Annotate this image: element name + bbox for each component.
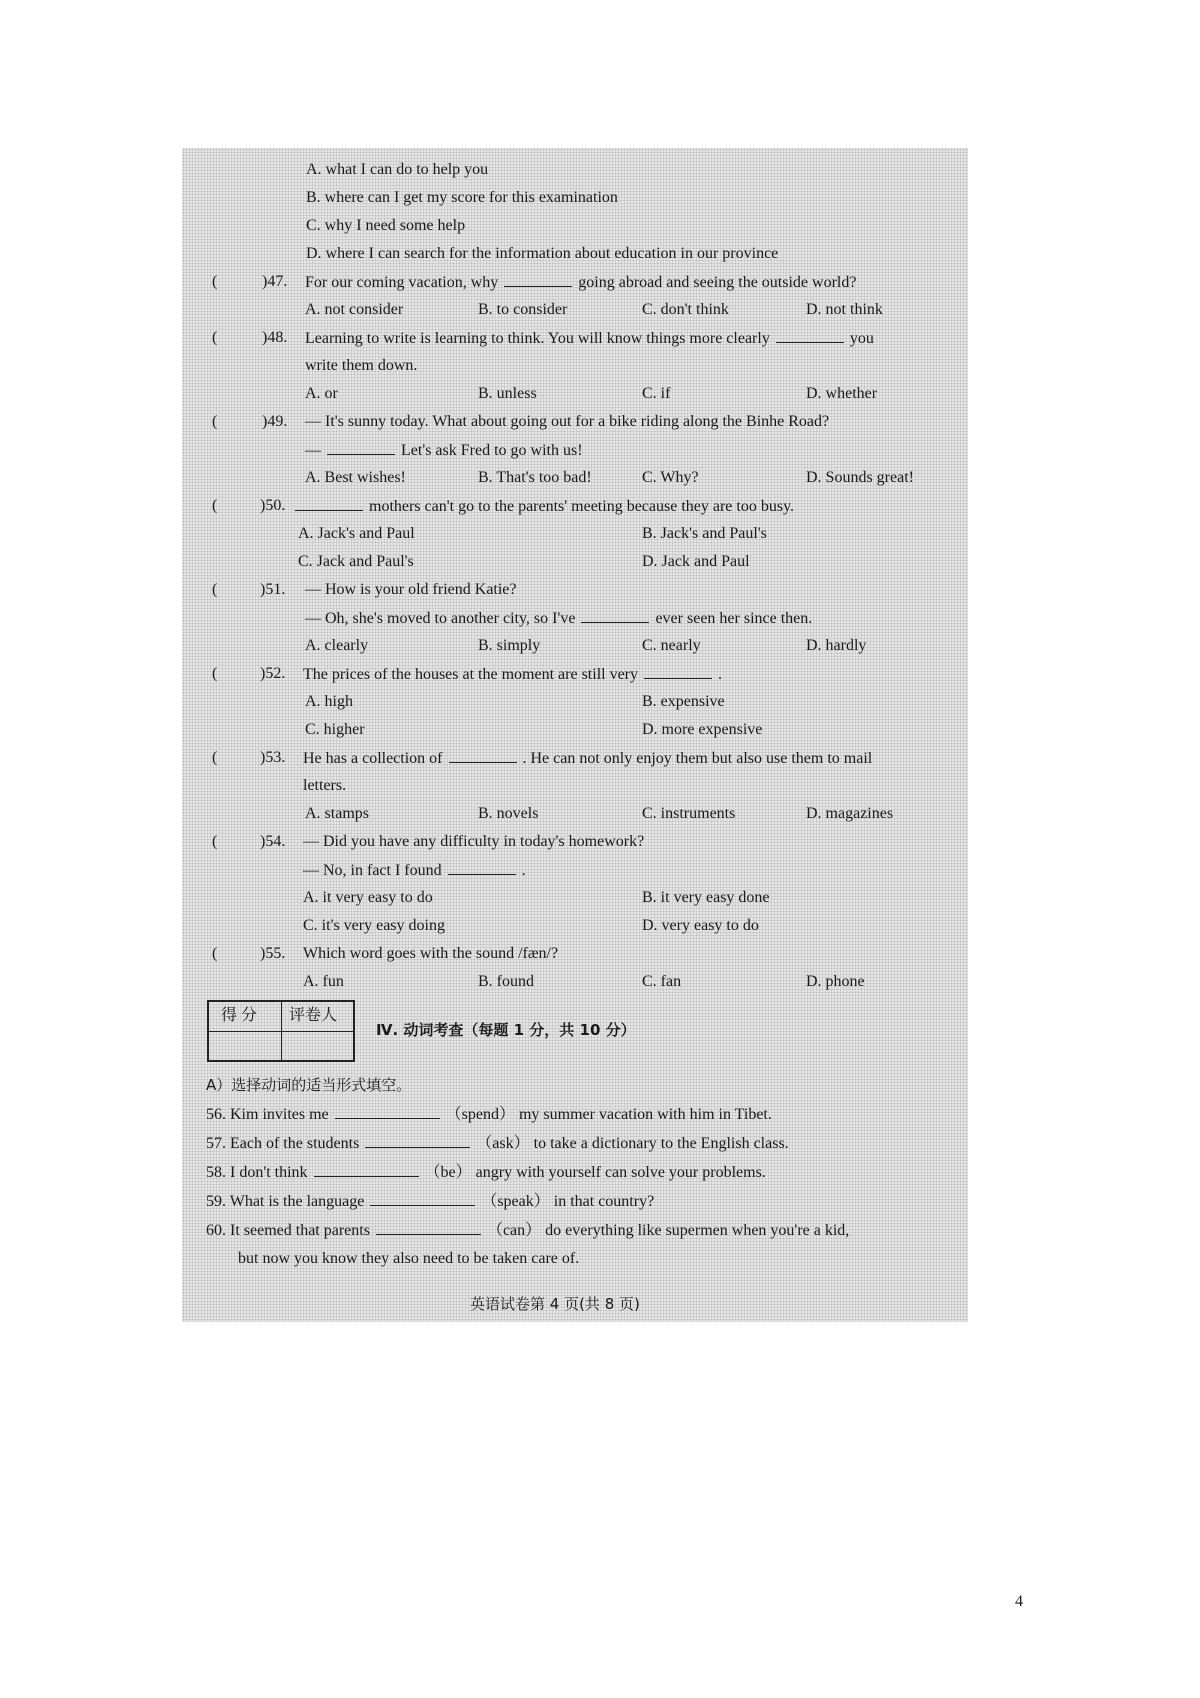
q47-stem-post: going abroad and seeing the outside world? (578, 274, 857, 291)
q53-option-d: D. magazines (806, 805, 894, 822)
q52-stem-post: . (718, 666, 723, 683)
q48-blank[interactable] (776, 328, 844, 343)
q59-pre: 59. What is the language (206, 1193, 365, 1210)
q50-stem (295, 496, 794, 517)
q55-option-a: A. fun (303, 973, 344, 990)
q50-paren: ( (212, 497, 218, 514)
score-label: 得 分 (221, 1007, 258, 1024)
q54-stem-line1: — Did you have any difficulty in today's homework? (303, 833, 645, 850)
q54-stem-pre: — No, in fact I found (303, 862, 442, 879)
score-table (207, 1000, 355, 1062)
q46-option-b: B. where can I get my score for this examination (306, 189, 618, 206)
q48-paren: ( (212, 329, 218, 346)
q51-option-a: A. clearly (305, 637, 369, 654)
q52-option-b: B. expensive (642, 693, 725, 710)
q50-option-b: B. Jack's and Paul's (642, 525, 767, 542)
q53-number: )53. (260, 749, 286, 766)
q55-paren: ( (212, 945, 218, 962)
q58-post: （be） angry with yourself can solve your problems. (424, 1164, 766, 1181)
q49-option-a: A. Best wishes! (305, 469, 406, 486)
q54-stem-line2 (303, 860, 526, 881)
page-number: 4 (1015, 1593, 1023, 1610)
q56-post: （spend） my summer vacation with him in Tibet. (445, 1106, 772, 1123)
q55-stem: Which word goes with the sound /fæn/? (303, 945, 559, 962)
q54-number: )54. (260, 833, 286, 850)
q48-option-c: C. if (642, 385, 671, 402)
q53-blank[interactable] (449, 748, 517, 763)
q59 (206, 1191, 654, 1212)
q48-number: )48. (262, 329, 288, 346)
q53-option-c: C. instruments (642, 805, 736, 822)
q52-option-a: A. high (305, 693, 353, 710)
q50-blank[interactable] (295, 496, 363, 511)
q59-blank[interactable] (370, 1191, 475, 1206)
q48-stem-pre: Learning to write is learning to think. You will know things more clearly (305, 330, 770, 347)
q51-stem-pre: — Oh, she's moved to another city, so I've (305, 610, 576, 627)
q56-blank[interactable] (335, 1104, 440, 1119)
q60-pre: 60. It seemed that parents (206, 1222, 370, 1239)
q57 (206, 1133, 789, 1154)
q53-stem-post: . He can not only enjoy them but also use them to mail (522, 750, 873, 767)
q54-option-c: C. it's very easy doing (303, 917, 445, 934)
q52-stem-pre: The prices of the houses at the moment are still very (303, 666, 639, 683)
q54-option-b: B. it very easy done (642, 889, 770, 906)
q49-stem-line2 (305, 440, 583, 461)
q46-option-d: D. where I can search for the information about education in our province (306, 245, 779, 262)
q58 (206, 1162, 766, 1183)
q47-stem-pre: For our coming vacation, why (305, 274, 499, 291)
q52-option-d: D. more expensive (642, 721, 763, 738)
q47-option-b: B. to consider (478, 301, 568, 318)
q53-paren: ( (212, 749, 218, 766)
q60 (206, 1220, 849, 1241)
q55-option-b: B. found (478, 973, 534, 990)
q48-stem-line2: write them down. (305, 357, 418, 374)
q53-stem-pre: He has a collection of (303, 750, 443, 767)
q48-option-a: A. or (305, 385, 338, 402)
q54-paren: ( (212, 833, 218, 850)
score-table-row-divider (209, 1031, 353, 1032)
q59-post: （speak） in that country? (481, 1193, 655, 1210)
q48-stem-post: you (849, 330, 874, 347)
q49-option-d: D. Sounds great! (806, 469, 914, 486)
q52-stem (303, 664, 722, 685)
q49-stem-pre: — (305, 442, 321, 459)
q52-option-c: C. higher (305, 721, 365, 738)
q53-stem (303, 748, 872, 769)
q54-blank[interactable] (448, 860, 516, 875)
q51-option-c: C. nearly (642, 637, 701, 654)
q55-option-d: D. phone (806, 973, 865, 990)
section-4-title: Ⅳ. 动词考查（每题 1 分，共 10 分） (376, 1021, 636, 1039)
q51-blank[interactable] (581, 608, 649, 623)
q51-stem-line2 (305, 608, 812, 629)
q54-option-d: D. very easy to do (642, 917, 759, 934)
q58-blank[interactable] (314, 1162, 419, 1177)
q49-blank[interactable] (327, 440, 395, 455)
q48-stem (305, 328, 874, 349)
q58-pre: 58. I don't think (206, 1164, 308, 1181)
q54-stem-post: . (521, 862, 526, 879)
q47-option-a: A. not consider (305, 301, 404, 318)
q49-option-b: B. That's too bad! (478, 469, 592, 486)
q47-blank[interactable] (504, 272, 572, 287)
q51-option-d: D. hardly (806, 637, 867, 654)
q53-option-a: A. stamps (305, 805, 369, 822)
q52-number: )52. (260, 665, 286, 682)
q47-stem (305, 272, 856, 293)
q49-option-c: C. Why? (642, 469, 699, 486)
q54-option-a: A. it very easy to do (303, 889, 433, 906)
q47-option-c: C. don't think (642, 301, 729, 318)
q51-stem-line1: — How is your old friend Katie? (305, 581, 517, 598)
q56 (206, 1104, 772, 1125)
q60-blank[interactable] (376, 1220, 481, 1235)
q51-stem-post: ever seen her since then. (655, 610, 813, 627)
q50-option-d: D. Jack and Paul (642, 553, 750, 570)
q49-paren: ( (212, 413, 218, 430)
q55-option-c: C. fan (642, 973, 682, 990)
q56-pre: 56. Kim invites me (206, 1106, 329, 1123)
q47-option-d: D. not think (806, 301, 883, 318)
q52-blank[interactable] (644, 664, 712, 679)
exam-footer: 英语试卷第 4 页(共 8 页) (470, 1295, 640, 1313)
q47-number: )47. (262, 273, 288, 290)
q60-post: （can） do everything like supermen when you're a kid, (486, 1222, 850, 1239)
q52-paren: ( (212, 665, 218, 682)
q51-number: )51. (260, 581, 286, 598)
q50-option-c: C. Jack and Paul's (298, 553, 414, 570)
q48-option-b: B. unless (478, 385, 537, 402)
q46-option-c: C. why I need some help (306, 217, 466, 234)
q50-stem-post: mothers can't go to the parents' meeting because they are too busy. (369, 498, 795, 515)
q49-stem-post: Let's ask Fred to go with us! (401, 442, 583, 459)
q50-number: )50. (260, 497, 286, 514)
q51-paren: ( (212, 581, 218, 598)
q50-option-a: A. Jack's and Paul (298, 525, 415, 542)
q49-stem-line1: — It's sunny today. What about going out for a bike riding along the Binhe Road? (305, 413, 830, 430)
q57-post: （ask） to take a dictionary to the English class. (476, 1135, 789, 1152)
q60-line2: but now you know they also need to be taken care of. (238, 1250, 580, 1267)
section-4-instruction: A）选择动词的适当形式填空。 (206, 1076, 412, 1094)
q57-blank[interactable] (365, 1133, 470, 1148)
q57-pre: 57. Each of the students (206, 1135, 360, 1152)
q46-option-a: A. what I can do to help you (306, 161, 489, 178)
q49-number: )49. (262, 413, 288, 430)
q51-option-b: B. simply (478, 637, 541, 654)
grader-label: 评卷人 (289, 1007, 338, 1024)
q53-stem-line2: letters. (303, 777, 347, 794)
q47-paren: ( (212, 273, 218, 290)
q53-option-b: B. novels (478, 805, 539, 822)
q48-option-d: D. whether (806, 385, 878, 402)
q55-number: )55. (260, 945, 286, 962)
